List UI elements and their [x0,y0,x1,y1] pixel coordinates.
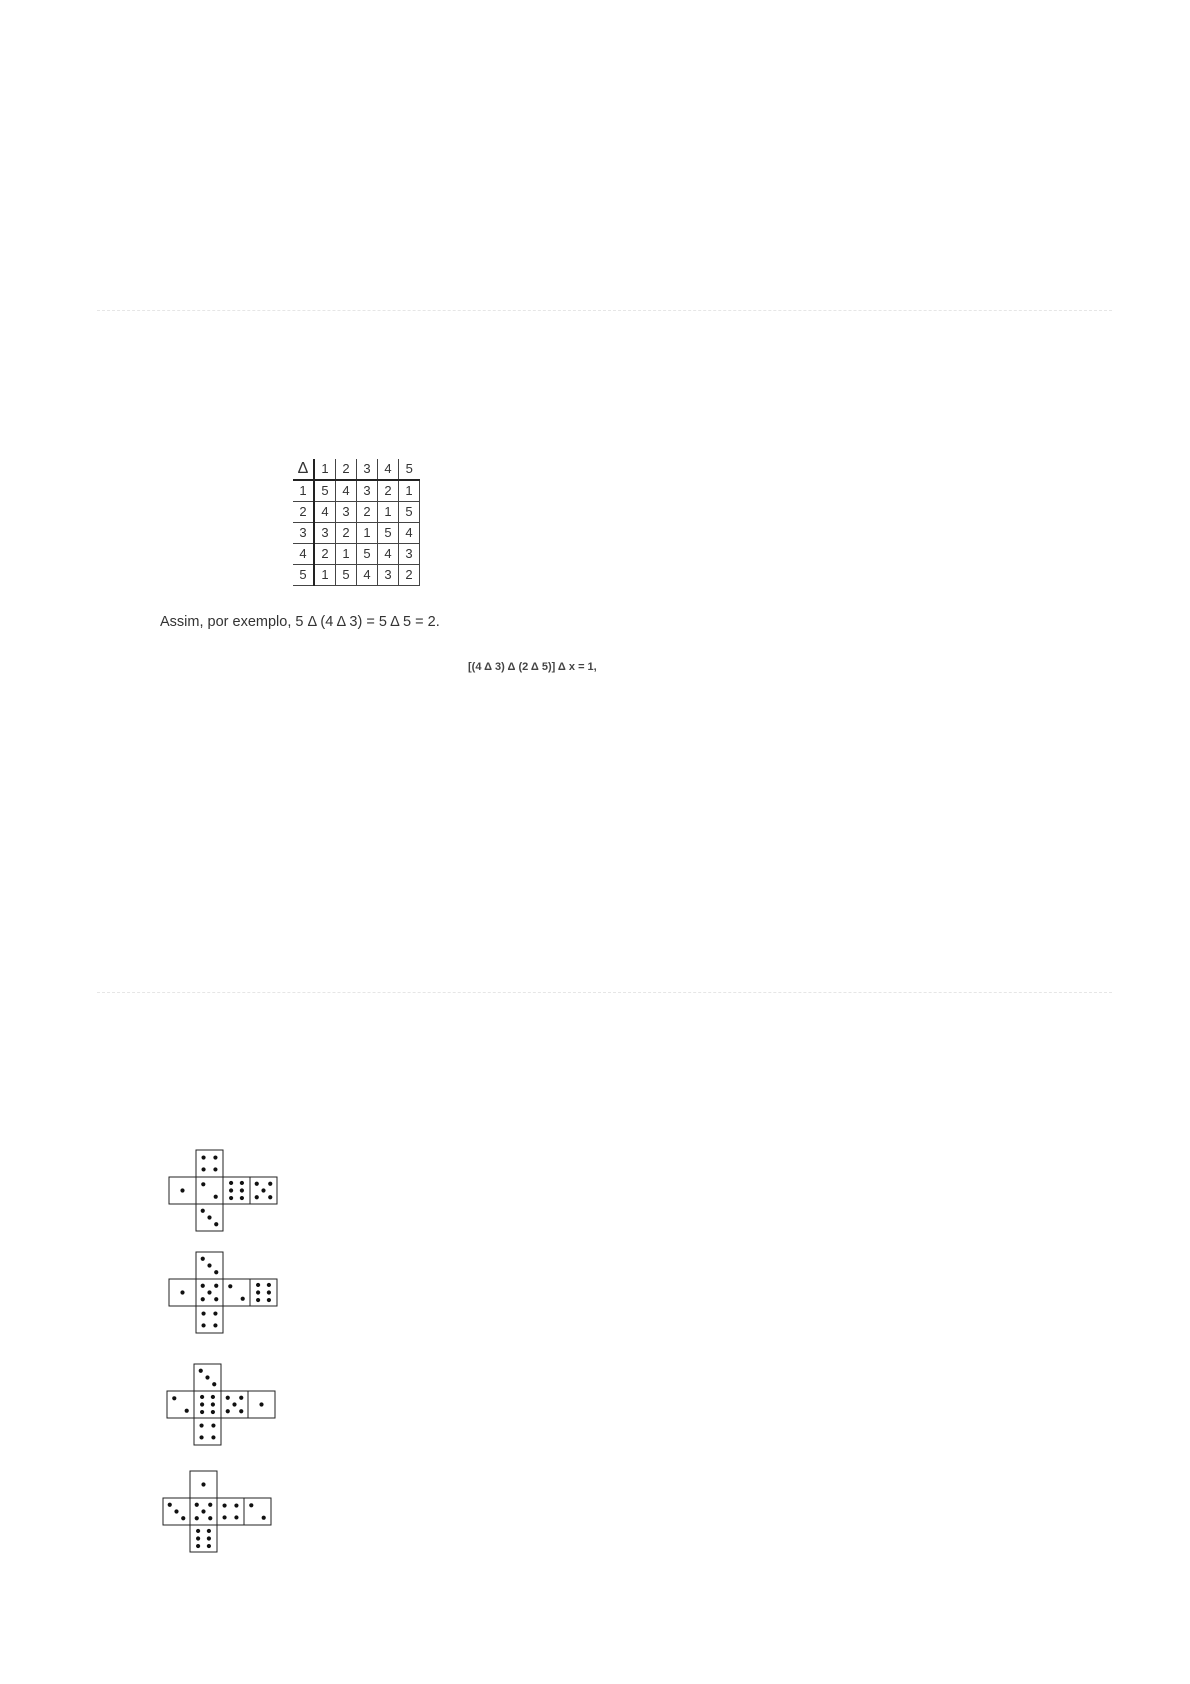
die-pip [214,1284,218,1288]
die-face-border [196,1177,223,1204]
die-pip [240,1188,244,1192]
table-cell: 4 [378,544,399,565]
die-face-left [163,1498,190,1525]
die-pip [211,1410,215,1414]
table-cell: 5 [378,523,399,544]
die-pip [214,1297,218,1301]
die-pip [241,1297,245,1301]
die-pip [207,1544,211,1548]
die-pip [200,1410,204,1414]
die-face-center [196,1177,223,1204]
table-cell: 4 [357,565,378,586]
die-face-right [223,1279,250,1306]
die-pip [201,1311,205,1315]
table-cell: 1 [336,544,357,565]
table-cell: 2 [378,480,399,502]
dice-net-svg [168,1251,278,1334]
die-pip [196,1544,200,1548]
table-row [293,565,420,586]
die-pip [211,1423,215,1427]
die-pip [213,1323,217,1327]
die-pip [226,1409,230,1413]
die-pip [268,1182,272,1186]
die-pip [239,1409,243,1413]
table-cell: 3 [399,544,420,565]
die-face-right [221,1391,248,1418]
die-face-border [217,1498,244,1525]
die-pip [201,1257,205,1261]
die-pip [211,1402,215,1406]
die-face-far-right [244,1498,271,1525]
die-pip [249,1503,253,1507]
die-pip [207,1536,211,1540]
die-pip [201,1284,205,1288]
die-pip [211,1435,215,1439]
die-pip [168,1503,172,1507]
dice-net-3[interactable] [166,1363,276,1446]
die-pip [172,1396,176,1400]
table-row [293,523,420,544]
die-pip [267,1298,271,1302]
die-pip [228,1284,232,1288]
table-cell: 5 [314,480,336,502]
table-cell: 5 [399,502,420,523]
die-pip [185,1409,189,1413]
table-cell: 5 [357,544,378,565]
die-pip [229,1188,233,1192]
die-pip [195,1503,199,1507]
die-pip [201,1182,205,1186]
die-face-bottom [196,1204,223,1231]
die-pip [213,1155,217,1159]
die-pip [207,1263,211,1267]
die-face-bottom [194,1418,221,1445]
table-row [293,480,420,502]
table-corner-symbol: Δ [293,459,314,480]
die-pip [200,1402,204,1406]
die-face-center [190,1498,217,1525]
table-cell: 3 [357,480,378,502]
die-pip [240,1196,244,1200]
table-row [293,544,420,565]
die-pip [199,1435,203,1439]
row-label: 2 [293,502,314,523]
die-pip [196,1536,200,1540]
table-header-cell: 5 [399,459,420,480]
die-pip [201,1155,205,1159]
table-cell: 2 [336,523,357,544]
table-cell: 5 [336,565,357,586]
die-pip [180,1188,184,1192]
table-header-cell: 1 [314,459,336,480]
die-face-bottom [190,1525,217,1552]
die-pip [214,1195,218,1199]
die-face-far-right [250,1177,277,1204]
die-pip [226,1396,230,1400]
section-divider-bottom [97,992,1112,993]
die-pip [261,1188,265,1192]
die-pip [201,1482,205,1486]
die-face-border [196,1306,223,1333]
die-pip [199,1423,203,1427]
die-face-border [244,1498,271,1525]
die-face-left [169,1177,196,1204]
row-label: 5 [293,565,314,586]
table-cell: 4 [336,480,357,502]
dice-net-svg [166,1363,276,1446]
die-pip [208,1516,212,1520]
die-pip [201,1209,205,1213]
die-pip [239,1396,243,1400]
table-header-cell: 3 [357,459,378,480]
die-pip [181,1516,185,1520]
die-pip [213,1311,217,1315]
die-pip [211,1395,215,1399]
table-header-row [293,459,420,480]
die-pip [201,1297,205,1301]
dice-net-4[interactable] [162,1470,272,1553]
die-pip [262,1516,266,1520]
die-face-right [223,1177,250,1204]
die-pip [255,1195,259,1199]
die-pip [207,1290,211,1294]
table-cell: 1 [399,480,420,502]
dice-net-1[interactable] [168,1149,278,1232]
row-label: 4 [293,544,314,565]
die-pip [234,1515,238,1519]
die-pip [255,1182,259,1186]
die-face-top [194,1364,221,1391]
die-pip [207,1529,211,1533]
die-pip [267,1290,271,1294]
die-pip [268,1195,272,1199]
table-cell: 1 [314,565,336,586]
die-pip [212,1382,216,1386]
die-pip [267,1283,271,1287]
die-pip [205,1375,209,1379]
die-pip [207,1215,211,1219]
table-header-cell: 4 [378,459,399,480]
die-face-right [217,1498,244,1525]
die-face-top [196,1252,223,1279]
table-cell: 3 [336,502,357,523]
table-cell: 4 [314,502,336,523]
die-pip [229,1196,233,1200]
die-face-far-right [248,1391,275,1418]
table-cell: 2 [357,502,378,523]
dice-net-2[interactable] [168,1251,278,1334]
die-pip [199,1369,203,1373]
table-cell: 1 [378,502,399,523]
die-face-border [194,1391,221,1418]
die-face-top [190,1471,217,1498]
die-pip [201,1167,205,1171]
die-pip [234,1503,238,1507]
die-pip [222,1503,226,1507]
table-cell: 4 [399,523,420,544]
die-face-border [167,1391,194,1418]
table-cell: 2 [314,544,336,565]
table-cell: 2 [399,565,420,586]
die-face-left [169,1279,196,1306]
die-pip [256,1290,260,1294]
die-pip [201,1509,205,1513]
die-face-bottom [196,1306,223,1333]
die-pip [196,1529,200,1533]
die-face-center [194,1391,221,1418]
row-label: 1 [293,480,314,502]
die-face-left [167,1391,194,1418]
die-pip [229,1181,233,1185]
die-face-border [223,1177,250,1204]
die-face-border [250,1279,277,1306]
table-header-cell: 2 [336,459,357,480]
example-text: Assim, por exemplo, 5 Δ (4 Δ 3) = 5 Δ 5 = 2. [160,614,440,630]
die-face-far-right [250,1279,277,1306]
die-pip [208,1503,212,1507]
die-face-border [223,1279,250,1306]
die-pip [232,1402,236,1406]
die-pip [174,1509,178,1513]
operation-table [293,459,420,586]
die-pip [200,1395,204,1399]
die-pip [256,1283,260,1287]
dice-net-svg [162,1470,272,1553]
die-face-top [196,1150,223,1177]
equation-text: [(4 Δ 3) Δ (2 Δ 5)] Δ x = 1, [468,661,597,673]
die-face-border [190,1525,217,1552]
die-pip [259,1402,263,1406]
die-pip [195,1516,199,1520]
die-pip [222,1515,226,1519]
die-pip [214,1222,218,1226]
die-pip [180,1290,184,1294]
die-pip [213,1167,217,1171]
table-cell: 3 [314,523,336,544]
die-pip [240,1181,244,1185]
table-cell: 3 [378,565,399,586]
die-face-border [196,1150,223,1177]
row-label: 3 [293,523,314,544]
dice-net-svg [168,1149,278,1232]
table-row [293,502,420,523]
die-pip [214,1270,218,1274]
die-pip [201,1323,205,1327]
die-pip [256,1298,260,1302]
die-face-border [194,1418,221,1445]
die-face-center [196,1279,223,1306]
section-divider-top [97,310,1112,311]
table-cell: 1 [357,523,378,544]
